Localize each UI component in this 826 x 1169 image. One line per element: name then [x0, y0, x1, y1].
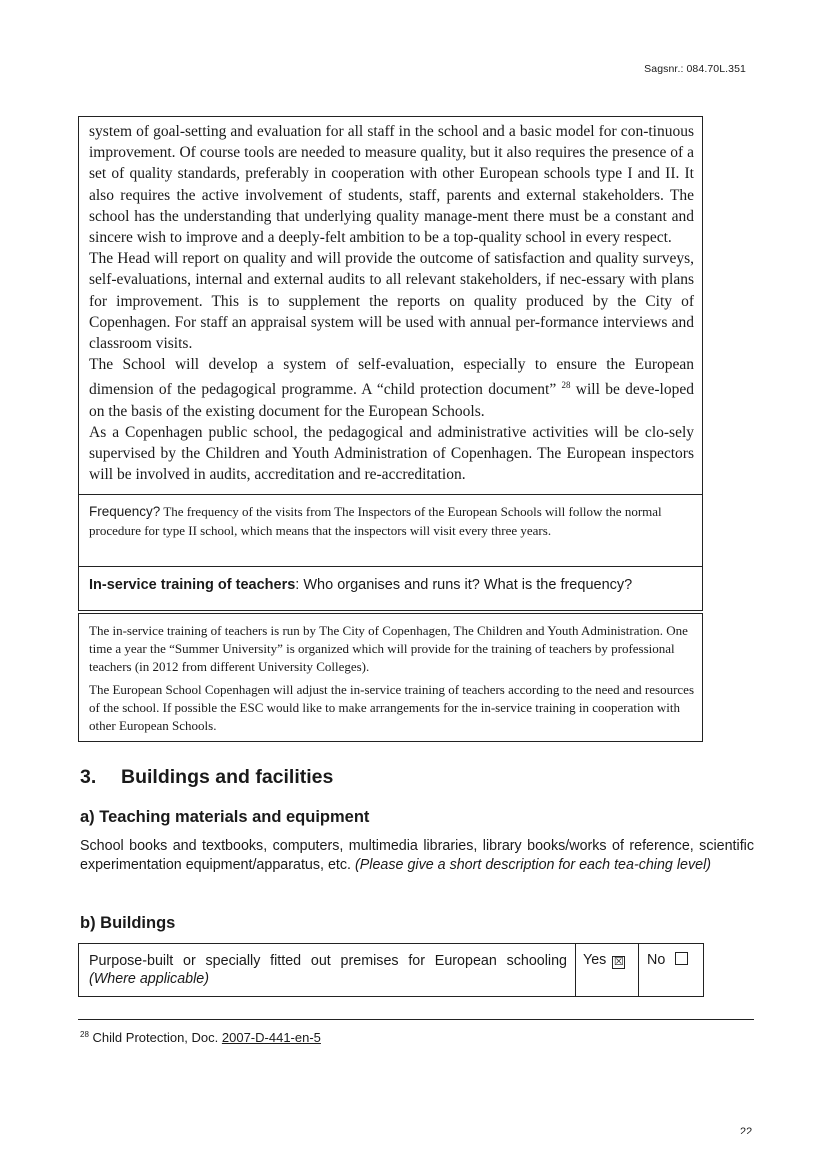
quality-paragraph-2: The Head will report on quality and will provide the outcome of satisfaction and quality surveys, self-evaluations, internal and external audits to all relevant stakeholders, if nec-essary with plans for improvement. This is to supplement the reports on quality produced by the City of Copenhagen. For staff an appraisal system will be used with annual per-formance interviews and classroom visits. — [89, 250, 694, 353]
quality-paragraph-1: system of goal-setting and evaluation for all staff in the school and a basic model for con-tinuous improvement. Of course tools are needed to measure quality, but it also requires the presence of a set of quality standards, preferably in cooperation with other European schools type I and II. It also requires the active involvement of students, staff, parents and external stakeholders. The school has the understanding that underlying quality manage-ment there must be a constant and sincere wish to improve and a deeply-felt ambition to be a top-quality school in every respect. — [89, 123, 694, 247]
yes-cell — [576, 944, 639, 996]
footnote-divider — [78, 1019, 754, 1020]
subsection-a-note: (Please give a short description for each tea-ching level) — [355, 857, 712, 873]
subsection-a-body: School books and textbooks, computers, multimedia libraries, library books/works of reference, scientific experimentation equipment/apparatus, etc. — [80, 838, 754, 873]
quality-management-box — [78, 116, 703, 494]
quality-paragraph-3-end: will be deve-loped on the basis of the existing document for the European Schools. — [89, 381, 694, 420]
yes-label: Yes — [583, 952, 607, 968]
inservice-label: In-service training of teachers — [89, 577, 296, 593]
quality-paragraph-4: As a Copenhagen public school, the pedagogical and administrative activities will be clo-sely supervised by the Children and Youth Administration of Copenhagen. The European inspectors will be involved in audits, accreditation and re-accreditation. — [89, 424, 694, 484]
no-label: No — [647, 952, 666, 968]
inservice-paragraph-2: The European School Copenhagen will adjust the in-service training of teachers according to the need and resources of the school. If possible the ESC would like to make arrangements for the in-service training in cooperation with other European Schools. — [89, 682, 695, 733]
footnote-number: 28 — [80, 1030, 89, 1039]
buildings-question: Purpose-built or specially fitted out premises for European schooling — [89, 953, 567, 969]
buildings-question-cell — [79, 944, 576, 996]
section-title: Buildings and facilities — [121, 766, 334, 788]
inservice-paragraph-1: The in-service training of teachers is run by The City of Copenhagen, The Children and Youth Administration. One time a year the “Summer University” is organized which will provide for the training of teachers by professional teachers (in 2012 from different University Colleges). — [89, 623, 688, 674]
frequency-text: The frequency of the visits from The Inspectors of the European Schools will follow the normal procedure for type II school, which means that the inspectors will visit every three years. — [89, 504, 662, 538]
footnote-text: Child Protection, Doc. — [92, 1030, 219, 1045]
footnote — [80, 1030, 321, 1045]
quality-paragraph-3-start: The School will develop a system of self-evaluation, especially to ensure the European dimension of the pedagogical programme. A “child protection document” — [89, 356, 694, 399]
frequency-box — [78, 494, 703, 566]
no-checkbox[interactable] — [675, 952, 688, 965]
inservice-question-box — [78, 566, 703, 611]
inservice-question-text: : Who organises and runs it? What is the frequency? — [295, 577, 633, 593]
footnote-reference: 28 — [561, 380, 571, 391]
footnote-doc-ref: 2007-D-441-en-5 — [221, 1030, 321, 1045]
yes-checkbox[interactable]: ☒ — [613, 956, 624, 968]
page-number: 22 — [740, 1126, 753, 1134]
buildings-question-note: (Where applicable) — [89, 971, 209, 987]
inservice-answer-box — [78, 613, 703, 742]
section-heading — [80, 766, 333, 789]
subsection-a-text — [80, 837, 754, 875]
section-number: 3. — [80, 766, 97, 788]
no-cell — [639, 944, 703, 996]
subsection-a-heading: a) Teaching materials and equipment — [80, 808, 370, 826]
frequency-label: Frequency? — [89, 504, 161, 519]
case-number: Sagsnr.: 084.70L.351 — [644, 63, 746, 75]
quality-paragraph-3 — [89, 354, 694, 422]
buildings-table — [78, 943, 704, 997]
subsection-b-heading: b) Buildings — [80, 914, 176, 932]
